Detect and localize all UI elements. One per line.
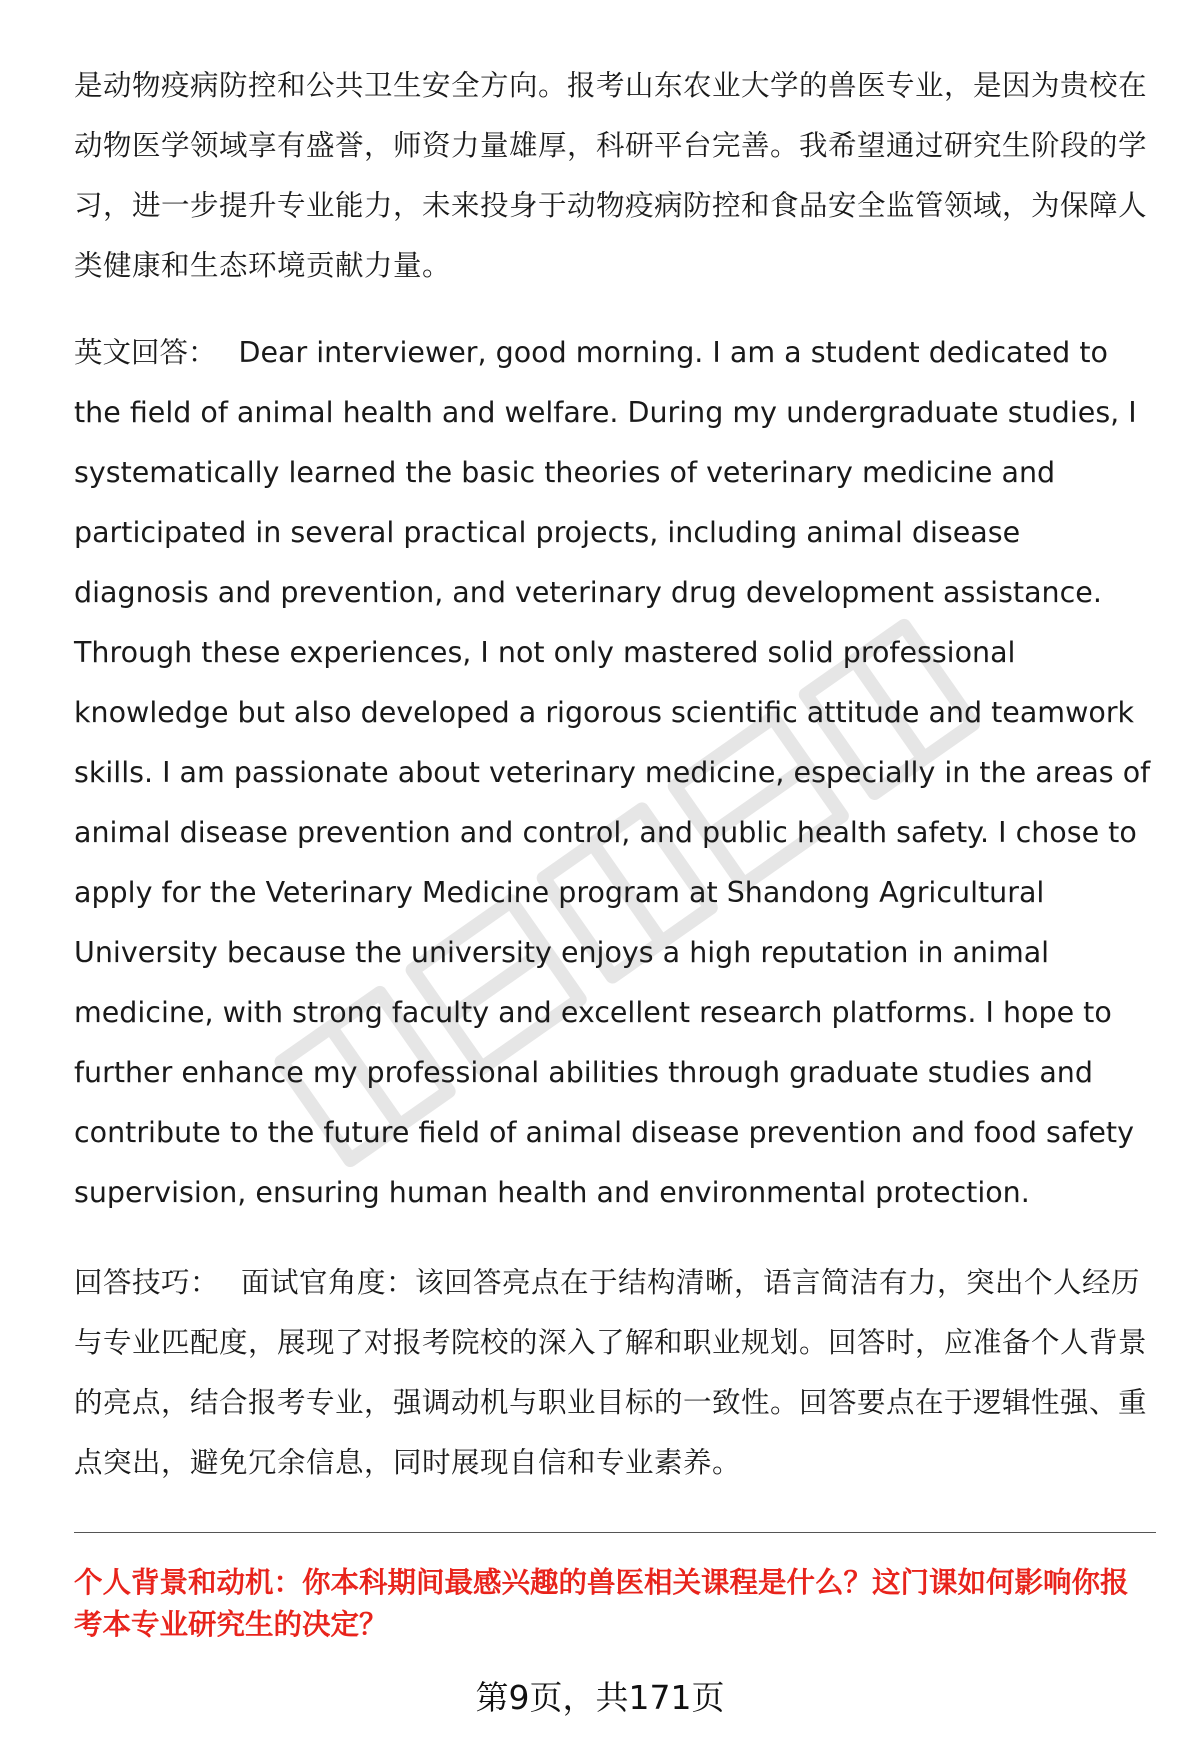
english-answer-label: 英文回答： [74, 336, 217, 369]
english-answer-paragraph [74, 323, 1156, 1223]
answer-tips-label: 回答技巧： [74, 1266, 220, 1299]
answer-tips-paragraph [74, 1253, 1156, 1493]
english-answer-text: Dear interviewer, good morning. I am a student dedicated to the field of animal health and welfare. During my undergraduate studies, I systematically learned the basic theories of veterinary medicine and participated in several practical projects, including animal disease diagnosis and prevention, and veterinary drug development assistance. Through these experiences, I not only mastered solid professional knowledge but also developed a rigorous scientific attitude and teamwork skills. I am passionate about veterinary medicine, especially in the areas of animal disease prevention and control, and public health safety. I chose to apply for the Veterinary Medicine program at Shandong Agricultural University because the university enjoys a high reputation in animal medicine, with strong faculty and excellent research platforms. I hope to further enhance my professional abilities through graduate studies and contribute to the future field of animal disease prevention and food safety supervision, ensuring human health and environmental protection. [74, 336, 1151, 1209]
document-body [74, 56, 1156, 1493]
answer-tips-text: 面试官角度：该回答亮点在于结构清晰，语言简洁有力，突出个人经历与专业匹配度，展现了对报考院校的深入了解和职业规划。回答时，应准备个人背景的亮点，结合报考专业，强调动机与职业目标的一致性。回答要点在于逻辑性强、重点突出，避免冗余信息，同时展现自信和专业素养。 [74, 1266, 1148, 1479]
section-divider [74, 1532, 1156, 1533]
intro-paragraph: 是动物疫病防控和公共卫生安全方向。报考山东农业大学的兽医专业，是因为贵校在动物医学领域享有盛誉，师资力量雄厚，科研平台完善。我希望通过研究生阶段的学习，进一步提升专业能力，未来投身于动物疫病防控和食品安全监管领域，为保障人类健康和生态环境贡献力量。 [74, 69, 1148, 282]
page-number: 第9页，共171页 [475, 1678, 725, 1717]
next-question-heading: 个人背景和动机：你本科期间最感兴趣的兽医相关课程是什么？这门课如何影响你报考本专业研究生的决定？ [74, 1566, 1129, 1641]
